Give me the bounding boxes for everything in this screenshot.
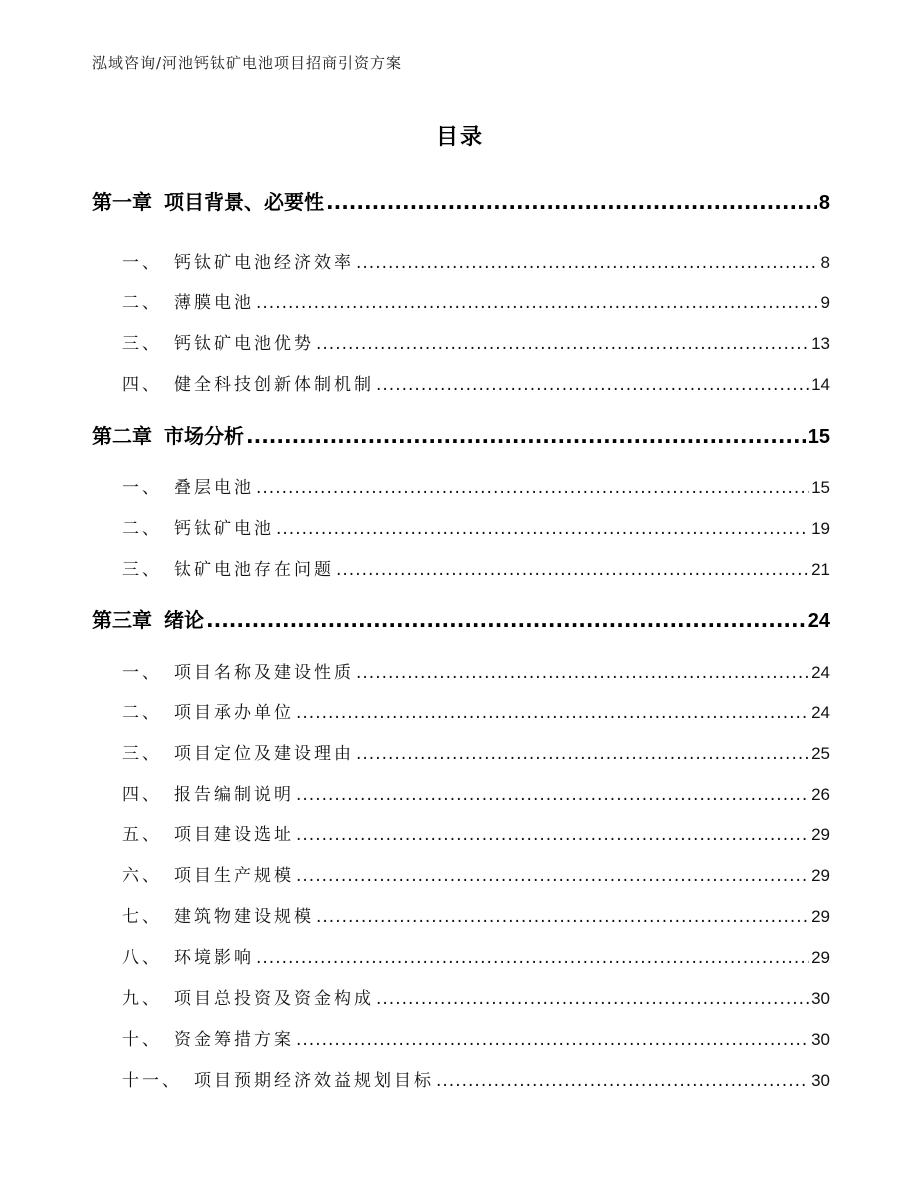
toc-section-entry[interactable] (92, 984, 830, 1009)
page-number: 30 (811, 989, 830, 1008)
entry-number: 十一、 (122, 1071, 182, 1091)
dot-leader (436, 1071, 809, 1091)
page-number: 26 (811, 785, 830, 804)
dot-leader (206, 608, 806, 632)
entry-title: 薄膜电池 (174, 293, 254, 313)
entry-number: 三、 (122, 560, 162, 580)
dot-leader (356, 744, 809, 764)
toc-section-entry[interactable] (92, 739, 830, 764)
entry-title: 钙钛矿电池经济效率 (174, 253, 354, 273)
page-number: 21 (811, 560, 830, 579)
toc-section-entry[interactable] (92, 943, 830, 968)
page-number: 15 (807, 426, 830, 448)
dot-leader (296, 785, 809, 805)
page-number: 24 (807, 610, 830, 632)
dot-leader (296, 825, 809, 845)
dot-leader (276, 519, 809, 539)
entry-title: 项目名称及建设性质 (174, 663, 354, 683)
dot-leader (316, 907, 809, 927)
dot-leader (326, 190, 817, 214)
entry-title: 叠层电池 (174, 478, 254, 498)
entry-title: 报告编制说明 (174, 785, 294, 805)
entry-title: 绪论 (164, 608, 204, 632)
dot-leader (356, 253, 819, 273)
toc-chapter-entry[interactable] (92, 420, 830, 449)
entry-number: 第一章 (92, 190, 152, 214)
dot-leader (376, 989, 809, 1009)
dot-leader (256, 478, 809, 498)
entry-title: 项目预期经济效益规划目标 (194, 1071, 434, 1091)
page-number: 30 (811, 1071, 830, 1090)
entry-number: 三、 (122, 744, 162, 764)
toc-chapter-entry[interactable] (92, 604, 830, 633)
dot-leader (296, 1030, 809, 1050)
entry-title: 建筑物建设规模 (174, 907, 314, 927)
dot-leader (256, 293, 819, 313)
page-number: 29 (811, 825, 830, 844)
toc-section-entry[interactable] (92, 370, 830, 395)
entry-number: 一、 (122, 663, 162, 683)
entry-number: 八、 (122, 948, 162, 968)
page-number: 29 (811, 866, 830, 885)
toc-section-entry[interactable] (92, 902, 830, 927)
entry-title: 市场分析 (164, 424, 244, 448)
toc-section-entry[interactable] (92, 555, 830, 580)
entry-number: 五、 (122, 825, 162, 845)
toc-section-entry[interactable] (92, 248, 830, 273)
entry-title: 钛矿电池存在问题 (174, 560, 334, 580)
entry-number: 一、 (122, 253, 162, 273)
entry-number: 二、 (122, 293, 162, 313)
page-number: 15 (811, 478, 830, 497)
entry-title: 项目背景、必要性 (164, 190, 324, 214)
toc-section-entry[interactable] (92, 698, 830, 723)
toc-section-entry[interactable] (92, 1025, 830, 1050)
toc-section-entry[interactable] (92, 514, 830, 539)
entry-number: 第三章 (92, 608, 152, 632)
toc-section-entry[interactable] (92, 329, 830, 354)
entry-number: 七、 (122, 907, 162, 927)
entry-number: 二、 (122, 519, 162, 539)
dot-leader (256, 948, 809, 968)
toc-chapter-entry[interactable] (92, 186, 830, 215)
page-number: 30 (811, 1030, 830, 1049)
entry-title: 钙钛矿电池优势 (174, 334, 314, 354)
entry-title: 项目定位及建设理由 (174, 744, 354, 764)
page-number: 25 (811, 744, 830, 763)
page-number: 8 (820, 253, 830, 272)
entry-title: 资金筹措方案 (174, 1030, 294, 1050)
toc-section-entry[interactable] (92, 658, 830, 683)
entry-number: 三、 (122, 334, 162, 354)
page-number: 8 (818, 192, 830, 214)
entry-title: 项目生产规模 (174, 866, 294, 886)
entry-number: 九、 (122, 989, 162, 1009)
entry-number: 一、 (122, 478, 162, 498)
page-number: 24 (811, 663, 830, 682)
toc-section-entry[interactable] (92, 473, 830, 498)
entry-number: 四、 (122, 785, 162, 805)
entry-number: 二、 (122, 703, 162, 723)
toc-title: 目录 (435, 125, 484, 150)
dot-leader (296, 703, 809, 723)
dot-leader (296, 866, 809, 886)
toc-section-entry[interactable] (92, 820, 830, 845)
entry-number: 四、 (122, 375, 162, 395)
dot-leader (246, 424, 806, 448)
dot-leader (356, 663, 809, 683)
entry-title: 钙钛矿电池 (174, 519, 274, 539)
entry-number: 十、 (122, 1030, 162, 1050)
page-number: 13 (811, 334, 830, 353)
page-number: 19 (811, 519, 830, 538)
entry-number: 第二章 (92, 424, 152, 448)
dot-leader (316, 334, 809, 354)
toc-section-entry[interactable] (92, 780, 830, 805)
dot-leader (336, 560, 809, 580)
toc-section-entry[interactable] (92, 288, 830, 313)
page-number: 29 (811, 907, 830, 926)
toc-section-entry[interactable] (92, 1066, 830, 1091)
page-number: 29 (811, 948, 830, 967)
entry-title: 环境影响 (174, 948, 254, 968)
entry-title: 项目建设选址 (174, 825, 294, 845)
dot-leader (376, 375, 809, 395)
page-number: 24 (811, 703, 830, 722)
entry-number: 六、 (122, 866, 162, 886)
entry-title: 项目总投资及资金构成 (174, 989, 374, 1009)
toc-section-entry[interactable] (92, 861, 830, 886)
running-header: 泓域咨询/河池钙钛矿电池项目招商引资方案 (92, 54, 403, 72)
entry-title: 健全科技创新体制机制 (174, 375, 374, 395)
page-number: 9 (820, 293, 830, 312)
entry-title: 项目承办单位 (174, 703, 294, 723)
page-number: 14 (811, 375, 830, 394)
